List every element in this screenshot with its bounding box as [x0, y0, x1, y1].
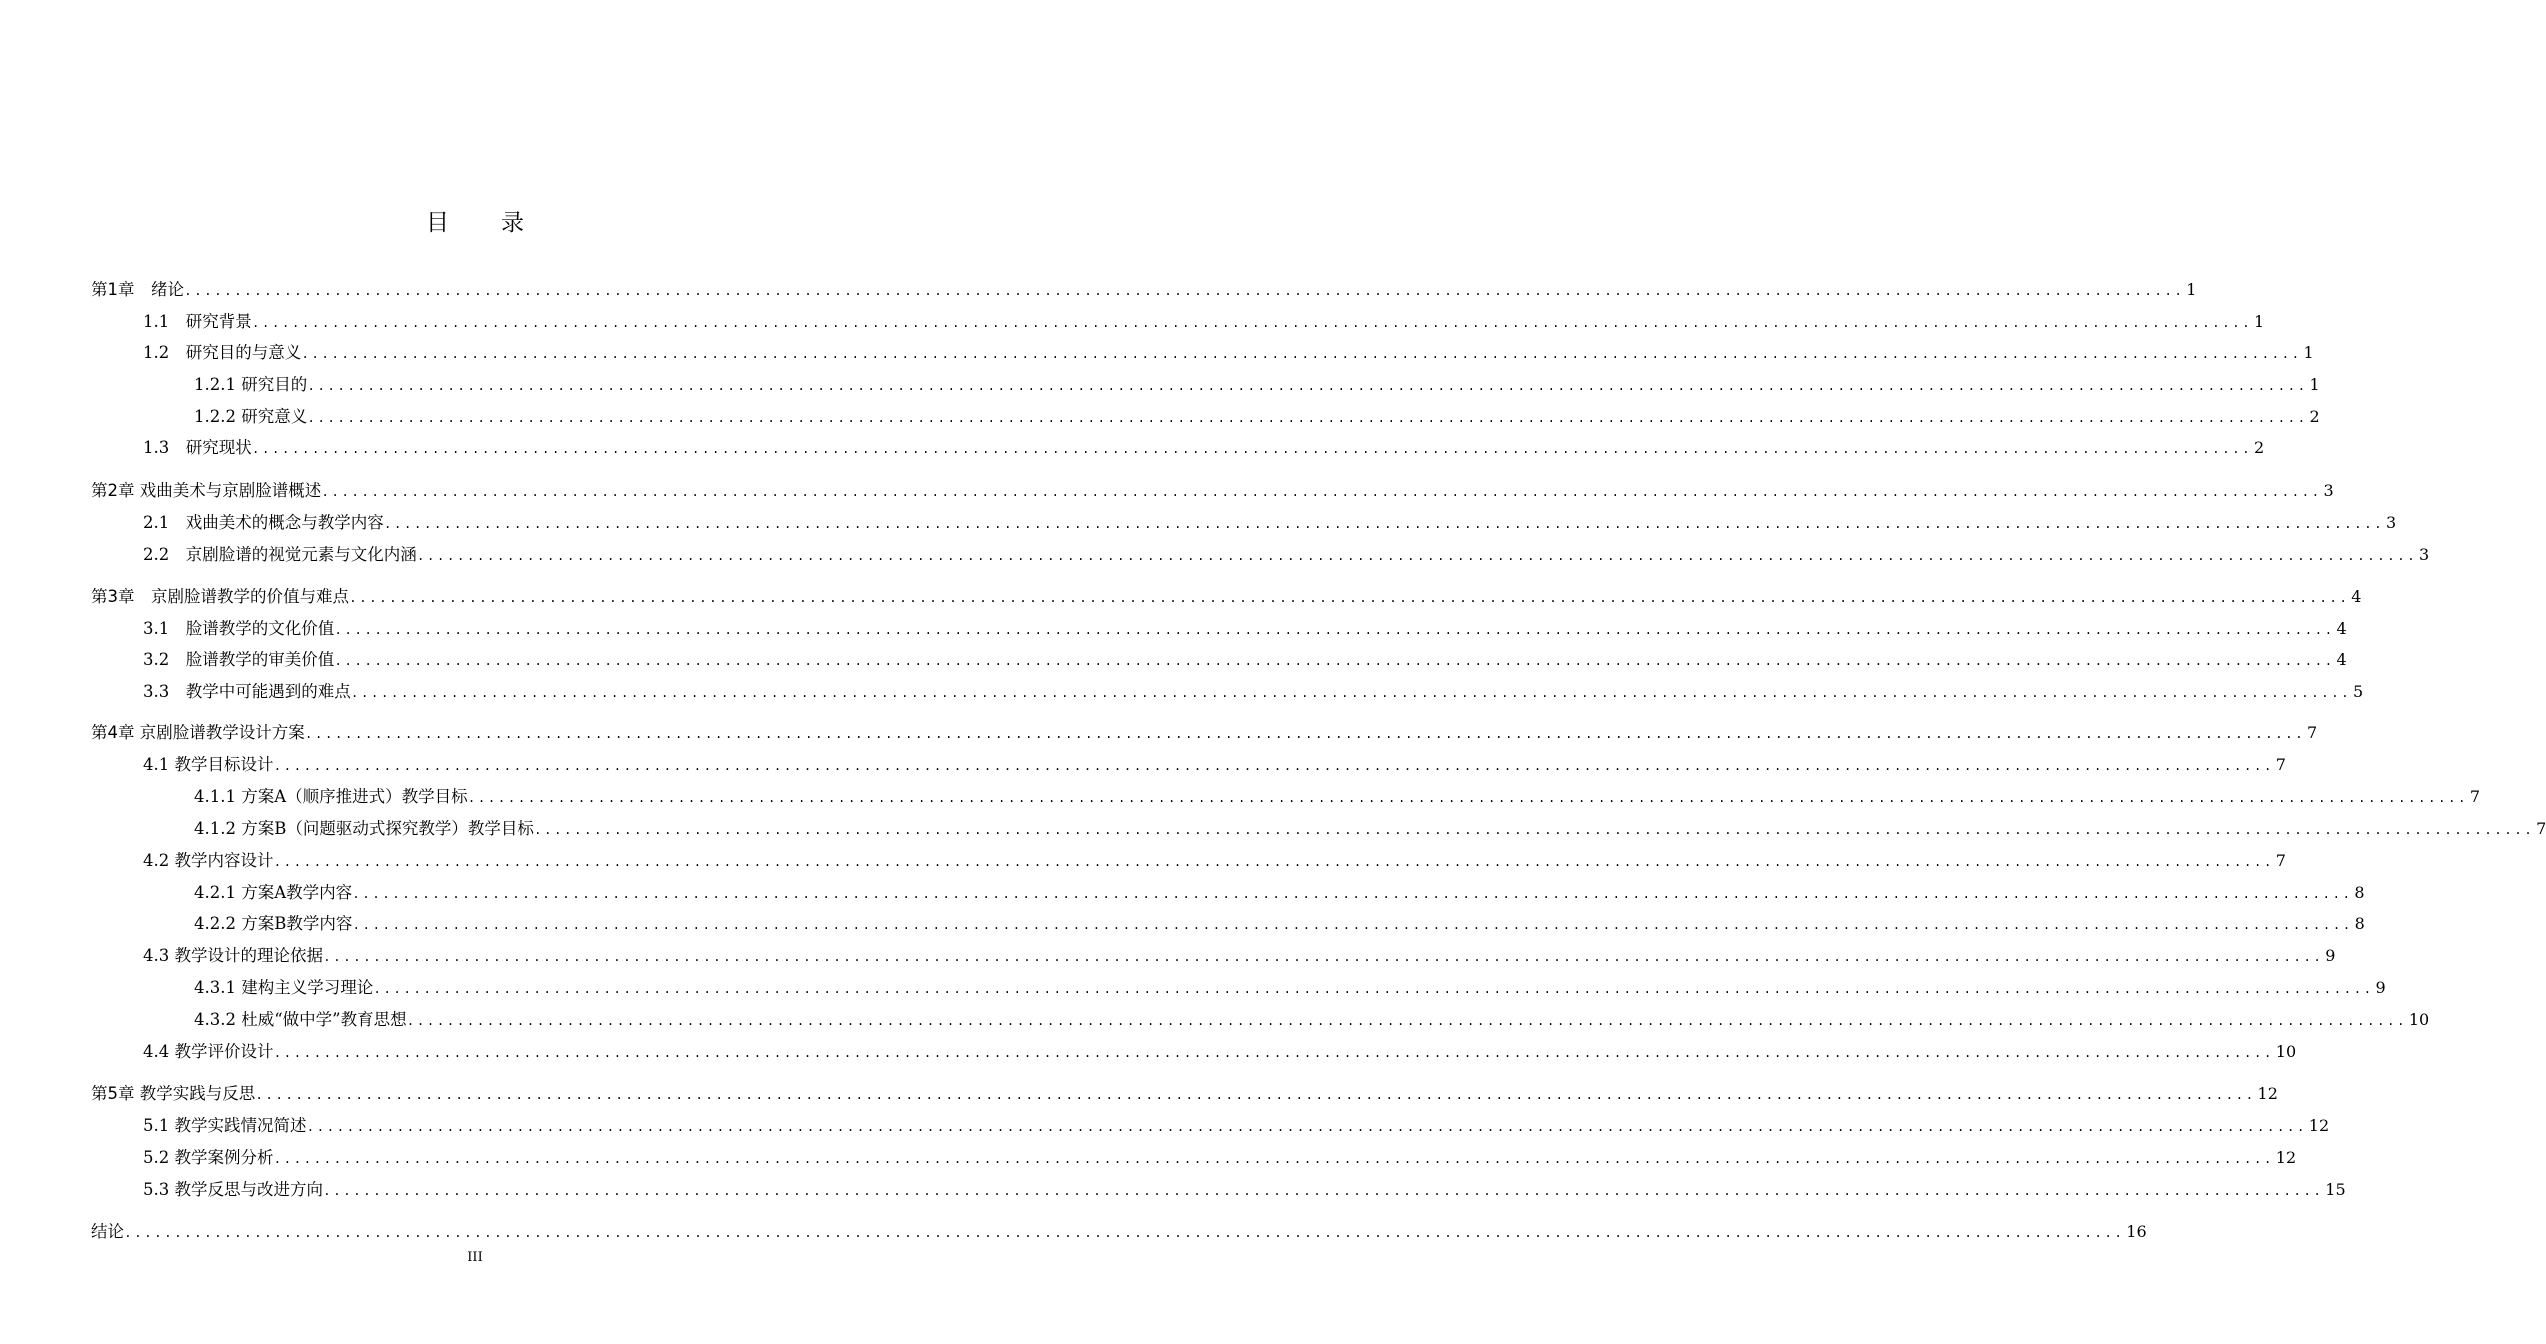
toc-dot-leader: ........................................................................................................................................................................................................: [306, 1120, 2307, 1135]
toc-entry[interactable]: [143, 945, 2336, 967]
toc-dot-leader: ........................................................................................................................................................................................................: [349, 591, 2350, 606]
toc-dot-leader: ........................................................................................................................................................................................................: [467, 791, 2468, 806]
toc-entry-page: 4: [2351, 587, 2362, 606]
toc-entry[interactable]: [91, 279, 2197, 301]
toc-entry-label: 4.3 教学设计的理论依据: [143, 946, 323, 965]
toc-entry-page: 10: [2408, 1010, 2430, 1029]
toc-dot-leader: ........................................................................................................................................................................................................: [334, 623, 2335, 638]
toc-dot-leader: ........................................................................................................................................................................................................: [304, 727, 2306, 742]
toc-entry[interactable]: [143, 681, 2364, 703]
toc-entry[interactable]: [143, 1115, 2330, 1137]
toc-entry-label: 3.1 脸谱教学的文化价值: [143, 619, 335, 638]
toc-entry[interactable]: [143, 1041, 2297, 1063]
page-number-footer: III: [467, 1250, 483, 1265]
toc-entry[interactable]: [143, 544, 2430, 566]
toc-dot-leader: ........................................................................................................................................................................................................: [323, 1184, 2324, 1199]
toc-entry[interactable]: [143, 512, 2397, 534]
toc-dot-leader: ........................................................................................................................................................................................................: [350, 686, 2352, 701]
toc-entry[interactable]: [91, 722, 2318, 744]
toc-entry[interactable]: [91, 1221, 2147, 1243]
toc-dot-leader: ........................................................................................................................................................................................................: [301, 347, 2302, 362]
toc-dot-leader: ........................................................................................................................................................................................................: [373, 982, 2374, 997]
toc-dot-leader: ........................................................................................................................................................................................................: [533, 823, 2535, 838]
toc-entry[interactable]: [143, 342, 2314, 364]
toc-entry[interactable]: [143, 437, 2265, 459]
toc-entry-label: 3.2 脸谱教学的审美价值: [143, 650, 335, 669]
toc-entry-page: 12: [2275, 1148, 2297, 1167]
toc-entry-label: 4.4 教学评价设计: [143, 1042, 274, 1061]
toc-entry-page: 3: [2323, 481, 2334, 500]
toc-entry[interactable]: [194, 913, 2365, 935]
toc-entry-label: 1.2 研究目的与意义: [143, 343, 302, 362]
toc-dot-leader: ........................................................................................................................................................................................................: [334, 654, 2335, 669]
toc-entry-label: 第4章 京剧脸谱教学设计方案: [91, 723, 305, 742]
toc-entry-page: 4: [2336, 619, 2347, 638]
toc-entry-label: 4.1 教学目标设计: [143, 755, 274, 774]
toc-entry-page: 7: [2275, 851, 2286, 870]
toc-title: [0, 204, 950, 237]
toc-dot-leader: ........................................................................................................................................................................................................: [251, 442, 2253, 457]
toc-entry-page: 9: [2325, 946, 2336, 965]
toc-entry-label: 1.3 研究现状: [143, 438, 252, 457]
toc-entry-page: 3: [2419, 545, 2430, 564]
toc-entry-page: 7: [2536, 819, 2546, 838]
toc-entry-page: 1: [2309, 375, 2320, 394]
toc-entry[interactable]: [143, 754, 2286, 776]
toc-dot-leader: ........................................................................................................................................................................................................: [321, 485, 2322, 500]
toc-dot-leader: ........................................................................................................................................................................................................: [383, 517, 2385, 532]
toc-title-left: 目: [426, 210, 449, 236]
toc-entry-label: 第5章 教学实践与反思: [91, 1084, 256, 1103]
toc-entry-label: 3.3 教学中可能遇到的难点: [143, 682, 351, 701]
toc-entry-label: 5.2 教学案例分析: [143, 1148, 274, 1167]
toc-title-right: 录: [501, 210, 524, 236]
toc-entry[interactable]: [194, 406, 2320, 428]
toc-entry[interactable]: [91, 1083, 2278, 1105]
toc-entry[interactable]: [194, 882, 2365, 904]
toc-dot-leader: ........................................................................................................................................................................................................: [124, 1226, 2125, 1241]
toc-entry[interactable]: [143, 1147, 2297, 1169]
toc-entry-page: 16: [2126, 1222, 2147, 1241]
toc-dot-leader: ........................................................................................................................................................................................................: [406, 1014, 2407, 1029]
toc-entry-label: 2.1 戏曲美术的概念与教学内容: [143, 513, 384, 532]
toc-entry[interactable]: [143, 1179, 2346, 1201]
toc-entry-page: 5: [2353, 682, 2364, 701]
toc-entry-page: 2: [2309, 407, 2320, 426]
toc-entry-label: 1.2.1 研究目的: [194, 375, 308, 394]
toc-entry[interactable]: [91, 586, 2362, 608]
toc-entry-page: 1: [2254, 312, 2265, 331]
toc-entry-label: 2.2 京剧脸谱的视觉元素与文化内涵: [143, 545, 417, 564]
toc-dot-leader: ........................................................................................................................................................................................................: [307, 411, 2308, 426]
toc-dot-leader: ........................................................................................................................................................................................................: [184, 284, 2185, 299]
toc-entry-label: 4.2.1 方案A教学内容: [194, 883, 353, 902]
toc-entry[interactable]: [194, 818, 2546, 840]
toc-entry[interactable]: [194, 374, 2320, 396]
toc-entry-label: 5.1 教学实践情况简述: [143, 1116, 307, 1135]
toc-dot-leader: ........................................................................................................................................................................................................: [352, 918, 2353, 933]
toc-dot-leader: ........................................................................................................................................................................................................: [273, 1152, 2274, 1167]
toc-entry-page: 2: [2254, 438, 2265, 457]
toc-dot-leader: ........................................................................................................................................................................................................: [352, 887, 2353, 902]
toc-entry[interactable]: [143, 311, 2265, 333]
toc-dot-leader: ........................................................................................................................................................................................................: [323, 950, 2324, 965]
toc-entry-label: 第3章 京剧脸谱教学的价值与难点: [91, 587, 349, 606]
toc-entry-label: 结论: [91, 1222, 124, 1241]
toc-entry-page: 15: [2325, 1180, 2346, 1199]
toc-dot-leader: ........................................................................................................................................................................................................: [251, 316, 2253, 331]
toc-entry-page: 4: [2336, 650, 2347, 669]
toc-entry[interactable]: [194, 977, 2386, 999]
toc-entry-page: 3: [2386, 513, 2397, 532]
toc-entry[interactable]: [194, 786, 2481, 808]
toc-dot-leader: ........................................................................................................................................................................................................: [273, 855, 2274, 870]
toc-entry-page: 12: [2308, 1116, 2330, 1135]
toc-entry-page: 9: [2375, 978, 2386, 997]
toc-entry-label: 1.2.2 研究意义: [194, 407, 308, 426]
toc-entry-page: 7: [2275, 755, 2286, 774]
toc-entry-page: 7: [2469, 787, 2481, 806]
toc-dot-leader: ........................................................................................................................................................................................................: [255, 1088, 2256, 1103]
toc-entry-label: 第2章 戏曲美术与京剧脸谱概述: [91, 481, 322, 500]
toc-entry-page: 12: [2257, 1084, 2278, 1103]
toc-entry-page: 8: [2354, 914, 2365, 933]
toc-entry[interactable]: [143, 649, 2347, 671]
toc-entry-label: 4.2 教学内容设计: [143, 851, 274, 870]
toc-dot-leader: ........................................................................................................................................................................................................: [416, 549, 2418, 564]
toc-entry-page: 7: [2307, 723, 2318, 742]
toc-dot-leader: ........................................................................................................................................................................................................: [273, 759, 2274, 774]
toc-dot-leader: ........................................................................................................................................................................................................: [273, 1046, 2274, 1061]
toc-entry-label: 第1章 绪论: [91, 280, 184, 299]
toc-entry-label: 4.3.2 杜威“做中学”教育思想: [194, 1010, 407, 1029]
toc-entry[interactable]: [91, 480, 2334, 502]
toc-entry-page: 10: [2275, 1042, 2297, 1061]
toc-entry[interactable]: [143, 618, 2347, 640]
toc-entry-label: 4.1.1 方案A（顺序推进式）教学目标: [194, 787, 468, 806]
toc-entry-page: 8: [2354, 883, 2365, 902]
toc-entry-label: 4.1.2 方案B（问题驱动式探究教学）教学目标: [194, 819, 534, 838]
toc-entry-label: 5.3 教学反思与改进方向: [143, 1180, 323, 1199]
toc-entry-page: 1: [2186, 280, 2197, 299]
toc-entry-page: 1: [2303, 343, 2314, 362]
toc-entry-label: 4.3.1 建构主义学习理论: [194, 978, 374, 997]
toc-entry-label: 4.2.2 方案B教学内容: [194, 914, 353, 933]
toc-entry[interactable]: [143, 850, 2286, 872]
toc-dot-leader: ........................................................................................................................................................................................................: [307, 379, 2308, 394]
toc-entry-label: 1.1 研究背景: [143, 312, 252, 331]
toc-entry[interactable]: [194, 1009, 2430, 1031]
